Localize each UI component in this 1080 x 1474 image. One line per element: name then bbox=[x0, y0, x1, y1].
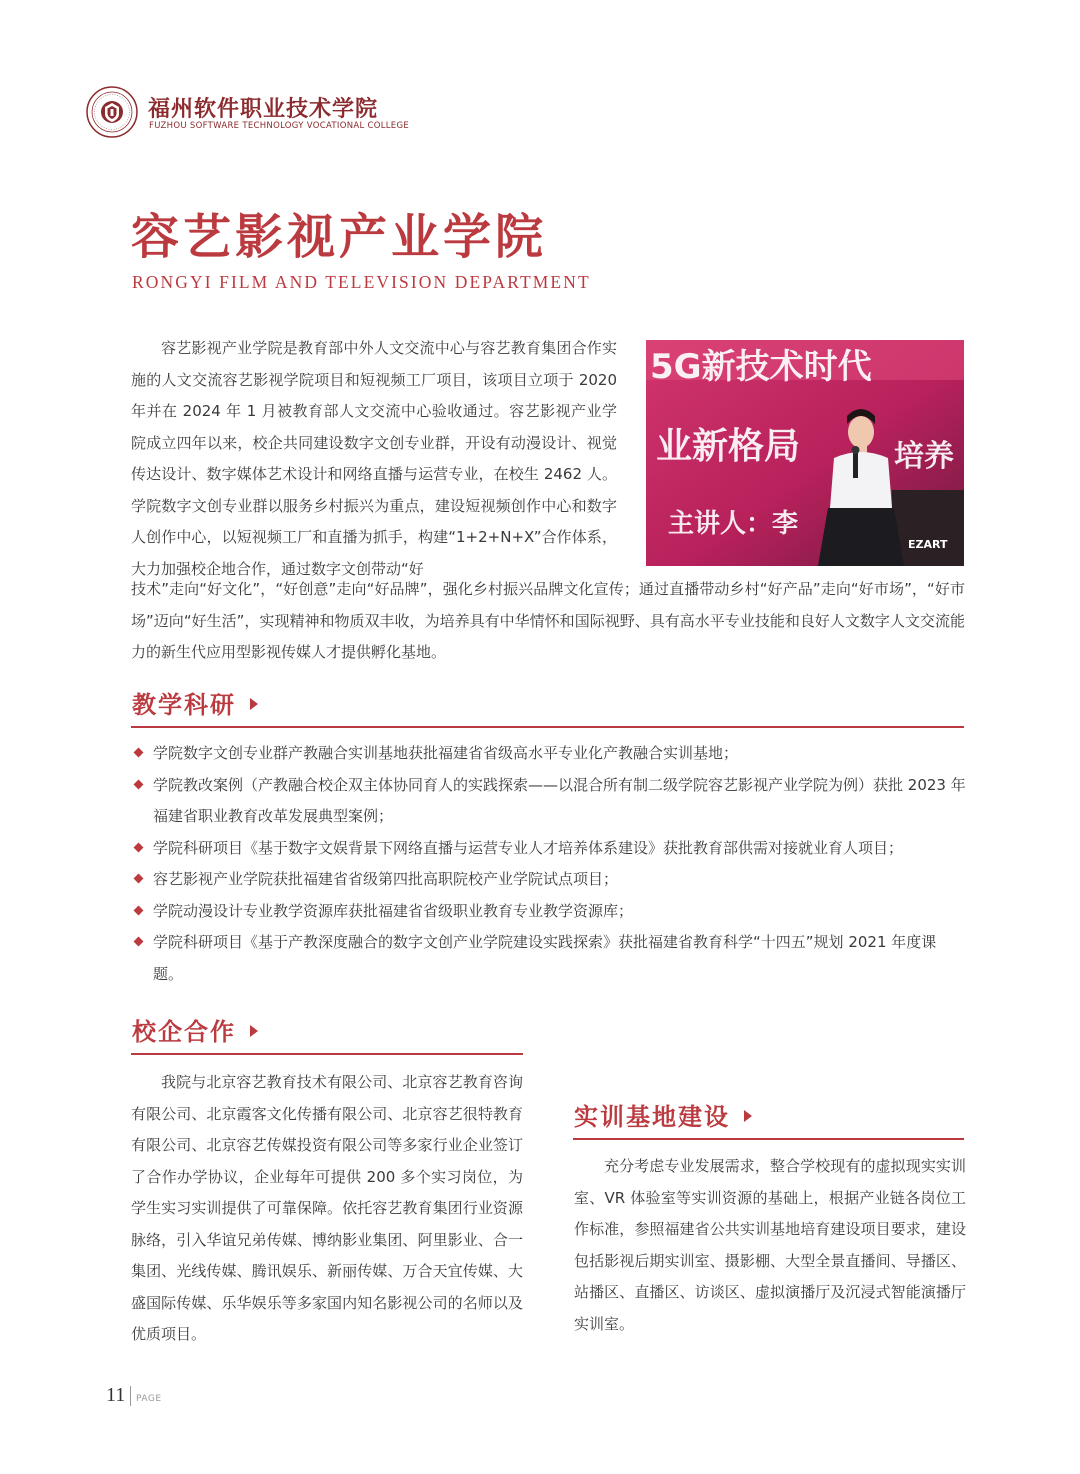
diamond-bullet-icon bbox=[134, 842, 144, 852]
page-number-divider bbox=[130, 1386, 131, 1406]
diamond-bullet-icon bbox=[134, 748, 144, 758]
research-achievements-list bbox=[134, 738, 966, 990]
speaker-photo bbox=[646, 340, 964, 566]
college-seal-logo bbox=[86, 86, 138, 138]
photo-banner-line2: 业新格局 bbox=[656, 426, 801, 467]
college-name-en: FUZHOU SOFTWARE TECHNOLOGY VOCATIONAL COLLEGE bbox=[149, 121, 410, 131]
photo-banner-line2b: 培养 bbox=[894, 439, 954, 474]
diamond-bullet-icon bbox=[134, 905, 144, 915]
photo-podium-logo: EZART bbox=[908, 538, 948, 551]
list-item: 学院科研项目《基于产教深度融合的数字文创产业学院建设实践探索》获批福建省教育科学“十四五”规划 2021 年度课题。 bbox=[134, 927, 966, 990]
diamond-bullet-icon bbox=[134, 874, 144, 884]
college-name-cn: 福州软件职业技术学院 bbox=[148, 97, 379, 122]
list-item: 容艺影视产业学院获批福建省省级第四批高职院校产业学院试点项目； bbox=[134, 864, 966, 896]
section-title-training: 实训基地建设 bbox=[574, 1097, 752, 1132]
triangle-right-icon bbox=[250, 1025, 258, 1037]
diamond-bullet-icon bbox=[134, 779, 144, 789]
section-divider-training bbox=[573, 1138, 964, 1140]
section-title-cooperation: 校企合作 bbox=[132, 1012, 258, 1047]
department-title-en: RONGYI FILM AND TELEVISION DEPARTMENT bbox=[132, 272, 591, 292]
cooperation-paragraph: 我院与北京容艺教育技术有限公司、北京容艺教育咨询有限公司、北京霞客文化传播有限公司、北京容艺很特教育有限公司、北京容艺传媒投资有限公司等多家行业企业签订了合作办学协议，企业每年可提供 200 多个实习岗位，为学生实习实训提供了可靠保障。依托容艺教育集团行业资源脉络，引入华谊兄弟传媒、博纳影业集团、阿里影业、合一集团、光线传媒、腾讯娱乐、新丽传媒、万合天宜传媒、大盛国际传媒、乐华娱乐等多家国内知名影视公司的名师以及优质项目。 bbox=[131, 1073, 523, 1343]
photo-speaker-caption: 主讲人：李 bbox=[668, 509, 799, 539]
section-divider-cooperation bbox=[131, 1053, 523, 1055]
list-item: 学院数字文创专业群产教融合实训基地获批福建省省级高水平专业化产教融合实训基地； bbox=[134, 738, 966, 770]
list-item: 学院科研项目《基于数字文娱背景下网络直播与运营专业人才培养体系建设》获批教育部供需对接就业育人项目； bbox=[134, 833, 966, 865]
page-number: 11 bbox=[106, 1384, 126, 1406]
diamond-bullet-icon bbox=[134, 937, 144, 947]
triangle-right-icon bbox=[744, 1110, 752, 1122]
photo-banner-line1: 5G新技术时代 bbox=[650, 347, 872, 387]
intro-paragraph-bottom: 技术”走向“好文化”，“好创意”走向“好品牌”，强化乡村振兴品牌文化宣传；通过直播带动乡村“好产品”走向“好市场”，“好市场”迈向“好生活”，实现精神和物质双丰收，为培养具有中华情怀和国际视野、具有高水平专业技能和良好人文数字人文交流能力的新生代应用型影视传媒人才提供孵化基地。 bbox=[131, 580, 965, 661]
section-title-research: 教学科研 bbox=[132, 685, 258, 720]
triangle-right-icon bbox=[250, 698, 258, 710]
intro-paragraph-top: 容艺影视产业学院是教育部中外人文交流中心与容艺教育集团合作实施的人文交流容艺影视学院项目和短视频工厂项目，该项目立项于 2020 年并在 2024 年 1 月被教育部人文交流中心验收通过。容艺影视产业学院成立四年以来，校企共同建设数字文创专业群，开设有动漫设计、视觉传达设计、数字媒体艺术设计和网络直播与运营专业，在校生 2462 人。学院数字文创专业群以服务乡村振兴为重点，建设短视频创作中心和数字人创作中心，以短视频工厂和直播为抓手，构建“1+2+N+X”合作体系，大力加强校企地合作，通过数字文创带动“好 bbox=[131, 339, 617, 578]
list-item: 学院动漫设计专业教学资源库获批福建省省级职业教育专业教学资源库； bbox=[134, 896, 966, 928]
list-item: 学院教改案例（产教融合校企双主体协同育人的实践探索——以混合所有制二级学院容艺影视产业学院为例）获批 2023 年福建省职业教育改革发展典型案例； bbox=[134, 770, 966, 833]
training-paragraph: 充分考虑专业发展需求，整合学校现有的虚拟现实实训室、VR 体验室等实训资源的基础上，根据产业链各岗位工作标准，参照福建省公共实训基地培育建设项目要求，建设包括影视后期实训室、摄影棚、大型全景直播间、导播区、站播区、直播区、访谈区、虚拟演播厅及沉浸式智能演播厅实训室。 bbox=[574, 1157, 966, 1333]
page-label: PAGE bbox=[136, 1394, 162, 1404]
department-title: 容艺影视产业学院 bbox=[131, 209, 548, 265]
section-divider-research bbox=[131, 726, 964, 728]
